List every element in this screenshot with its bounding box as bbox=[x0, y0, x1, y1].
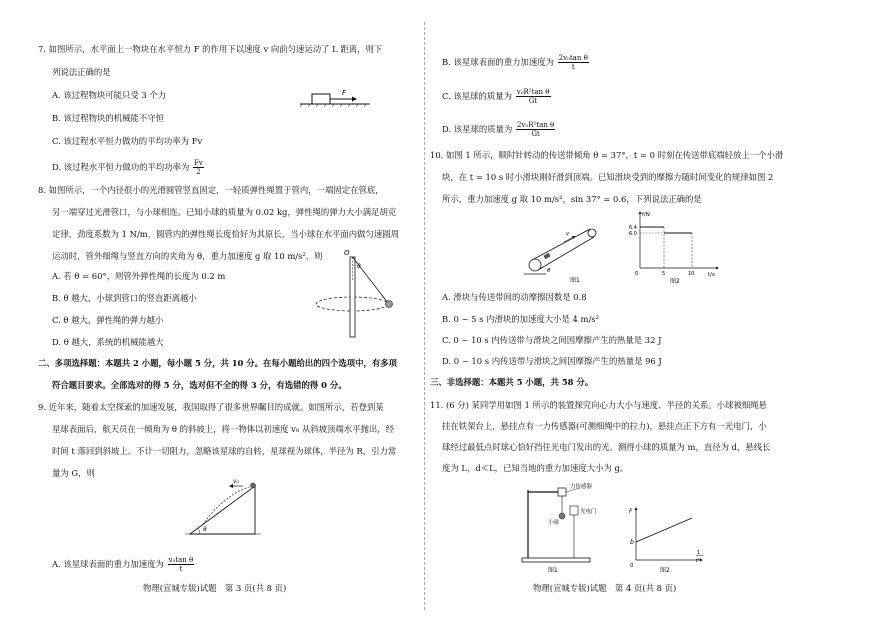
q10-figure2-tick-0: 0 bbox=[635, 271, 639, 277]
q7-option-d-num: Fv bbox=[194, 159, 203, 167]
q9-option-d-den: Gt bbox=[531, 130, 540, 138]
q11-figure1-sensor-label: 力传感器 bbox=[570, 484, 593, 490]
q10-figure2 bbox=[629, 210, 722, 286]
q11-figure2-label: 图2 bbox=[660, 567, 670, 574]
q9-option-d-text: D. 该星球的质量为 bbox=[442, 124, 513, 134]
q10-figure1-label: 图1 bbox=[570, 277, 580, 284]
q8-stem-line2: 另一端穿过光滑管口，与小球相连。已知小球的质量为 0.02 kg，弹性绳的弹力大小满足胡克 bbox=[52, 207, 397, 217]
q7-stem-line1: 7. 如图所示，水平面上一物块在水平恒力 F 的作用下以速度 v 向前匀速运动了 L 距离，则下 bbox=[38, 44, 383, 54]
q9-option-a-text: A. 该星球表面的重力加速度为 bbox=[52, 559, 164, 569]
q11-figure2-y-label: F bbox=[629, 508, 633, 515]
q10-stem-line1: 10. 如图 1 所示，顺时针转动的传送带倾角 θ = 37°，t = 0 时刻在传送带底端轻放上一个小滑 bbox=[430, 150, 784, 160]
q9-figure-v0: v₀ bbox=[233, 478, 239, 485]
q10-figure2-y-label: f/N bbox=[642, 212, 650, 218]
q11-figure2-x-num: 1 bbox=[697, 550, 701, 556]
q8-option-c: C. θ 越大，弹性绳的弹力越小 bbox=[52, 315, 164, 325]
q11-stem-line3: 球经过最低点时球心恰好挡住光电门发出的光。测得小球的质量为 m，直径为 d，悬线长 bbox=[442, 442, 771, 452]
q10-figure1-v: v bbox=[566, 231, 570, 237]
right-column bbox=[430, 0, 870, 630]
q11-figure2 bbox=[626, 504, 710, 574]
q9-option-c-text: C. 该星球的质量为 bbox=[442, 91, 513, 101]
q9-option-b-text: B. 该星球表面的重力加速度为 bbox=[442, 57, 554, 67]
q10-figure2-tick-6-0: 6.0 bbox=[629, 231, 637, 237]
q10-stem-line2: 块，在 t = 10 s 时小滑块刚好滑到顶端。已知滑块受到的摩擦力随时间变化的规律如图 2 bbox=[442, 172, 774, 182]
q10-option-a: A. 滑块与传送带间的动摩擦因数是 0.8 bbox=[442, 292, 587, 302]
q11-figure1-label: 图1 bbox=[548, 567, 558, 574]
q9-option-a bbox=[52, 556, 194, 573]
q7-option-b: B. 该过程物块的机械能不守恒 bbox=[52, 113, 164, 123]
q9-option-c bbox=[442, 88, 551, 105]
q9-stem-line3: 时间 t 落回到斜坡上。不计一切阻力，忽略该星球的自转，星球视为球体，半径为 R，引力常 bbox=[52, 446, 397, 456]
q9-stem-line1: 9. 近年来，随着太空探索的加速发展，我国取得了很多世界瞩目的成就。如图所示，若登到某 bbox=[38, 402, 384, 412]
q11-figure1 bbox=[518, 478, 630, 574]
q9-option-b-fraction bbox=[558, 54, 589, 71]
right-page-footer: 物理(宣城专版)试题 第 4 页(共 8 页) bbox=[533, 583, 677, 593]
q7-stem-line2: 列说法正确的是 bbox=[52, 67, 111, 77]
q9-option-b bbox=[442, 54, 589, 71]
q7-option-d bbox=[52, 159, 204, 176]
q7-figure bbox=[300, 86, 380, 108]
q10-figure2-tick-6-4: 6.4 bbox=[629, 225, 637, 231]
q9-option-a-den: t bbox=[179, 565, 183, 573]
q8-stem-line3: 定律，劲度系数为 1 N/m，圆管内的弹性绳长度恰好为其原长，当小球在水平面内做匀速圆周 bbox=[52, 229, 399, 239]
q10-stem-line3: 所示，重力加速度 g 取 10 m/s²，sin 37° = 0.6，下列说法正确的是 bbox=[442, 194, 702, 204]
q7-figure-force-label: F bbox=[342, 89, 347, 97]
q9-figure bbox=[185, 478, 265, 540]
q10-figure2-label: 图2 bbox=[670, 278, 680, 285]
q10-figure2-x-label: t/s bbox=[708, 272, 715, 278]
q8-option-a: A. 若 θ = 60°，则管外弹性绳的长度为 0.2 m bbox=[52, 271, 226, 281]
q9-option-b-den: t bbox=[571, 63, 575, 71]
q9-option-c-den: Gt bbox=[528, 97, 538, 105]
q7-option-a: A. 该过程物块可能只受 3 个力 bbox=[52, 90, 167, 100]
section2-line2: 符合题目要求。全部选对的得 5 分，选对但不全的得 3 分，有选错的得 0 分。 bbox=[52, 380, 347, 390]
q7-option-d-fraction bbox=[193, 159, 204, 176]
q11-stem-line2: 挂在铁架台上，悬挂点有一力传感器(可测细绳中的拉力)，悬挂点正下方有一光电门，小 bbox=[442, 421, 767, 431]
q9-option-d bbox=[442, 121, 555, 138]
q7-option-c: C. 该过程水平恒力做功的平均功率为 Fv bbox=[52, 136, 203, 146]
q8-option-b: B. θ 越大，小球到管口的竖直距离越小 bbox=[52, 293, 197, 303]
section3-heading: 三、非选择题：本题共 5 小题，共 58 分。 bbox=[430, 377, 594, 387]
q9-figure-theta: θ bbox=[203, 526, 207, 533]
q10-figure1-theta: θ bbox=[547, 268, 551, 274]
q8-stem-line4: 运动时，管外细绳与竖直方向的夹角为 θ，重力加速度 g 取 10 m/s²，则 bbox=[52, 251, 323, 261]
q10-option-d: D. 0 ~ 10 s 内传送带与滑块之间因摩擦产生的热量是 96 J bbox=[442, 356, 662, 366]
q10-figure2-tick-10: 10 bbox=[688, 271, 695, 277]
q9-option-c-num: v₀R²tan θ bbox=[516, 88, 550, 96]
q9-option-d-num: 2v₀R²tan θ bbox=[517, 121, 555, 129]
q7-option-d-den: 2 bbox=[196, 168, 201, 176]
q9-option-d-fraction bbox=[516, 121, 555, 138]
q11-stem-line4: 度为 L，d≪L，已知当地的重力加速度大小为 g。 bbox=[442, 463, 629, 473]
q11-stem-line1: 11. (6 分) 某同学用如图 1 所示的装置探究向心力大小与速度、半径的关系。小球被细绳悬 bbox=[430, 400, 767, 410]
q10-figure2-tick-5: 5 bbox=[662, 271, 666, 277]
q11-figure1-ball-label: 小球 bbox=[548, 520, 560, 526]
q9-option-a-fraction bbox=[168, 556, 195, 573]
q9-option-a-num: v₀tan θ bbox=[168, 556, 194, 564]
q8-figure-o-label: O bbox=[344, 249, 350, 257]
q9-option-c-fraction bbox=[516, 88, 551, 105]
q8-stem-line1: 8. 如图所示，一个内径很小的光滑圆管竖直固定，一轻质弹性绳置于管内，一端固定在管底， bbox=[38, 185, 384, 195]
q8-figure bbox=[312, 245, 412, 345]
q11-figure2-zero: 0 bbox=[630, 563, 634, 569]
q10-option-c: C. 0 ~ 10 s 内传送带与滑块之间因摩擦产生的热量是 32 J bbox=[442, 335, 662, 345]
q9-option-b-num: 2v₀tan θ bbox=[558, 54, 588, 62]
q9-stem-line4: 量为 G，则 bbox=[52, 468, 95, 478]
q8-figure-theta: θ bbox=[357, 263, 361, 270]
q8-option-d: D. θ 越大，系统的机械能越大 bbox=[52, 337, 164, 347]
left-column bbox=[0, 0, 425, 630]
q10-figure1 bbox=[520, 220, 620, 282]
q11-figure2-b-label: b bbox=[630, 539, 634, 546]
q11-figure1-gate-label: 光电门 bbox=[580, 509, 597, 515]
section2-line1: 二、多项选择题：本题共 2 小题，每小题 5 分，共 10 分。在每小题给出的四个选项中，有多项 bbox=[38, 358, 398, 368]
left-page-footer: 物理(宣城专版)试题 第 3 页(共 8 页) bbox=[143, 583, 287, 593]
q9-stem-line2: 星球表面后，航天员在一倾角为 θ 的斜坡上，将一物体以初速度 v₀ 从斜坡顶端水平抛出，经 bbox=[52, 424, 395, 434]
q10-option-b: B. 0 ~ 5 s 内滑块的加速度大小是 4 m/s² bbox=[442, 314, 599, 324]
q11-figure2-x-den: t² bbox=[696, 558, 700, 564]
q7-option-d-text: D. 该过程水平恒力做功的平均功率为 bbox=[52, 162, 190, 172]
